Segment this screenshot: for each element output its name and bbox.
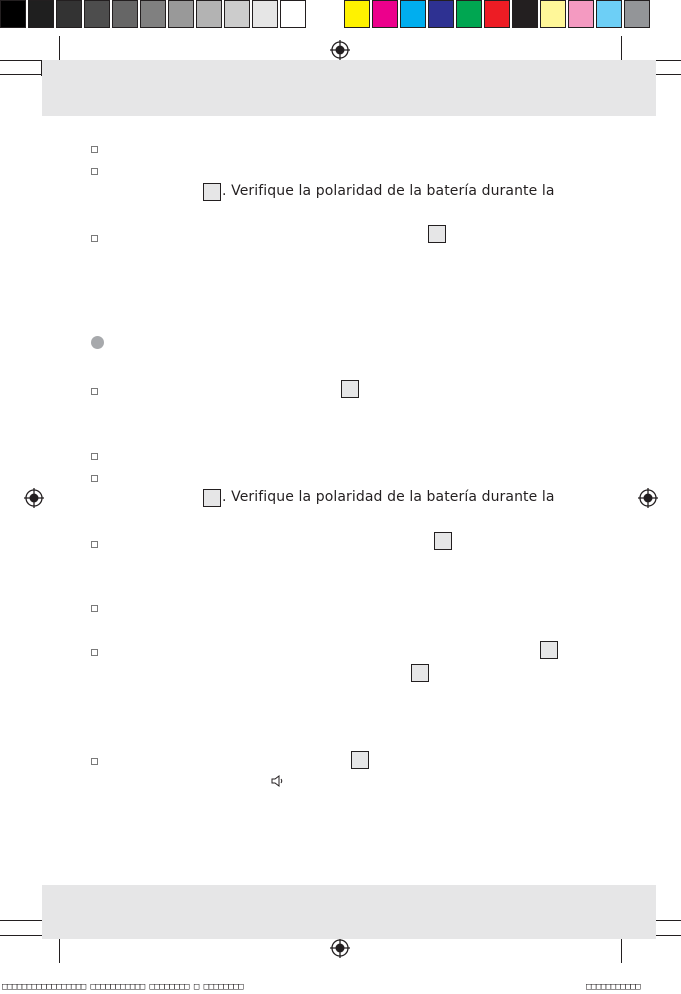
color-swatch (56, 0, 82, 28)
list-bullet (91, 388, 98, 395)
crop-mark (0, 935, 46, 936)
color-swatch (596, 0, 622, 28)
color-swatch (540, 0, 566, 28)
list-bullet (91, 235, 98, 242)
color-swatch (344, 0, 370, 28)
color-swatch (28, 0, 54, 28)
figure-reference-box (351, 751, 369, 769)
list-bullet (91, 541, 98, 548)
figure-reference-box (341, 380, 359, 398)
header-band (42, 60, 656, 116)
figure-reference-box (428, 225, 446, 243)
color-swatch (428, 0, 454, 28)
color-swatch (112, 0, 138, 28)
color-swatch (624, 0, 650, 28)
process-color-bar (344, 0, 652, 29)
color-swatch (196, 0, 222, 28)
list-bullet (91, 649, 98, 656)
color-swatch (84, 0, 110, 28)
footer-band (42, 885, 656, 939)
color-swatch (568, 0, 594, 28)
footer-text-left: □□□□□□□□□□□□□□□□□ □□□□□□□□□□□ □□□□□□□□ □ □□□□□□□□ (2, 982, 244, 992)
color-swatch (512, 0, 538, 28)
color-swatch (484, 0, 510, 28)
color-swatch (0, 0, 26, 28)
color-swatch (372, 0, 398, 28)
color-swatch (280, 0, 306, 28)
crop-mark (621, 935, 622, 963)
list-bullet (91, 605, 98, 612)
section-dot-icon (91, 336, 104, 349)
battery-polarity-text: . Verifique la polaridad de la batería durante la (222, 489, 555, 505)
crop-mark (59, 935, 60, 963)
footer-text-right: □□□□□□□□□□□ (586, 982, 641, 992)
color-swatch (168, 0, 194, 28)
list-bullet (91, 475, 98, 482)
registration-mark-icon (24, 488, 44, 508)
figure-reference-box (203, 183, 221, 201)
color-swatch (224, 0, 250, 28)
color-swatch (400, 0, 426, 28)
list-bullet (91, 146, 98, 153)
registration-mark-icon (638, 488, 658, 508)
figure-reference-box (434, 532, 452, 550)
figure-reference-box (203, 489, 221, 507)
list-bullet (91, 168, 98, 175)
crop-mark (0, 920, 46, 921)
speaker-icon (271, 775, 285, 787)
color-swatch (456, 0, 482, 28)
crop-mark (0, 74, 46, 75)
grayscale-color-bar (0, 0, 308, 29)
figure-reference-box (411, 664, 429, 682)
color-swatch (140, 0, 166, 28)
figure-reference-box (540, 641, 558, 659)
crop-mark (0, 60, 46, 61)
battery-polarity-text: . Verifique la polaridad de la batería durante la (222, 183, 555, 199)
registration-mark-icon (330, 938, 350, 958)
list-bullet (91, 453, 98, 460)
registration-mark-icon (330, 40, 350, 60)
list-bullet (91, 758, 98, 765)
color-swatch (252, 0, 278, 28)
